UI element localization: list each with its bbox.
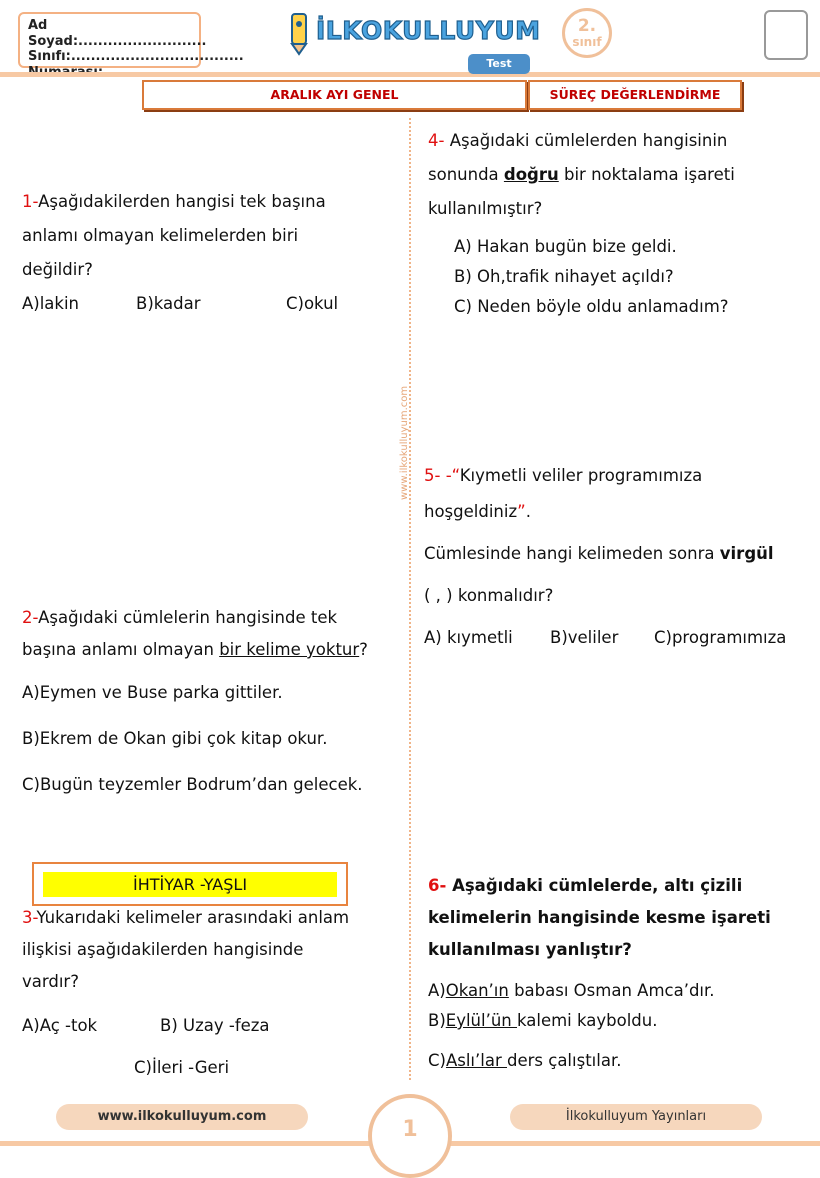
name-label: Ad Soyad:..........................: [28, 18, 207, 49]
watermark: www.ilkokulluyum.com: [399, 385, 410, 500]
question-3: [22, 902, 349, 1084]
q4-option-b[interactable]: B) Oh,trafik nihayet açıldı?: [454, 267, 674, 286]
q5-number: 5-: [424, 466, 441, 485]
q6-option-a[interactable]: A)Okan’ın babası Osman Amca’dır.: [428, 981, 715, 1000]
q3-line-1: Yukarıdaki kelimeler arasındaki anlam: [36, 908, 350, 927]
question-6: [428, 870, 771, 1076]
q1-number: 1-: [22, 192, 39, 211]
q5-line-3-bold: virgül: [719, 544, 774, 563]
question-4: [428, 124, 735, 322]
grade-number: 2.: [577, 16, 597, 36]
grade-badge: [562, 8, 612, 58]
q3-number: 3-: [22, 908, 37, 927]
q5-period: .: [525, 502, 531, 521]
q1-option-a[interactable]: A)lakin: [22, 294, 80, 313]
q1-option-b[interactable]: B)kadar: [136, 294, 201, 313]
q5-line-2: hoşgeldiniz: [424, 502, 518, 521]
q4-option-c[interactable]: C) Neden böyle oldu anlamadım?: [454, 297, 729, 316]
q4-line-3: kullanılmıştır?: [428, 199, 543, 218]
q4-line-2-post: bir noktalama işareti: [558, 165, 735, 184]
q2-number: 2-: [22, 608, 39, 627]
q1-line-1: Aşağıdakilerden hangisi tek başına: [38, 192, 326, 211]
q2-option-b[interactable]: B)Ekrem de Okan gibi çok kitap okur.: [22, 729, 328, 748]
q1-option-c[interactable]: C)okul: [286, 294, 339, 313]
q5-options: [424, 620, 787, 656]
question-1: [22, 185, 339, 321]
title-right: SÜREÇ DEĞERLENDİRME: [528, 80, 742, 110]
q3-word-box: [32, 862, 348, 906]
column-divider: [409, 118, 411, 1080]
q3-option-a[interactable]: A)Aç -tok: [22, 1016, 98, 1035]
q4-number: 4-: [428, 131, 445, 150]
q2-line-1: Aşağıdaki cümlelerin hangisinde tek: [38, 608, 338, 627]
title-left: ARALIK AYI GENEL: [142, 80, 527, 110]
q5-option-b[interactable]: B)veliler: [550, 628, 619, 647]
q6-line-2: kelimelerin hangisinde kesme işareti: [428, 908, 771, 927]
question-5: [424, 458, 787, 656]
q6-line-3: kullanılması yanlıştır?: [428, 940, 632, 959]
q5-line-4: ( , ) konmalıdır?: [424, 586, 554, 605]
q6-option-b[interactable]: B)Eylül’ün kalemi kayboldu.: [428, 1011, 658, 1030]
q5-dash-quote: -“: [440, 466, 460, 485]
logo-text: İLKOKULLUYUM: [316, 16, 541, 45]
test-badge: Test: [468, 54, 530, 74]
page-number: 1: [368, 1094, 452, 1178]
q2-line-2-post: ?: [359, 640, 368, 659]
q3-line-3: vardır?: [22, 972, 79, 991]
q3-options-row: [22, 1010, 349, 1044]
footer-site: www.ilkokulluyum.com: [56, 1104, 308, 1130]
q6-line-1: Aşağıdaki cümlelerde, altı çizili: [446, 876, 743, 895]
score-box: [764, 10, 808, 60]
q5-line-3-pre: Cümlesinde hangi kelimeden sonra: [424, 544, 720, 563]
footer-publisher: İlkokulluyum Yayınları: [510, 1104, 762, 1130]
q6-number: 6-: [428, 876, 447, 895]
question-2: [22, 602, 368, 804]
q5-line-1: Kıymetli veliler programımıza: [459, 466, 703, 485]
q2-option-c[interactable]: C)Bugün teyzemler Bodrum’dan gelecek.: [22, 775, 363, 794]
q5-option-c[interactable]: C)programımıza: [654, 628, 787, 647]
q2-line-2-pre: başına anlamı olmayan: [22, 640, 220, 659]
q6-option-c[interactable]: C)Aslı’lar ders çalıştılar.: [428, 1051, 622, 1070]
logo: [284, 8, 540, 58]
q3-option-c[interactable]: C)İleri -Geri: [134, 1058, 230, 1077]
q4-line-2-underlined: doğru: [503, 165, 559, 184]
student-info-box: [18, 12, 244, 68]
q3-line-2: ilişkisi aşağıdakilerden hangisinde: [22, 940, 304, 959]
q2-option-a[interactable]: A)Eymen ve Buse parka gittiler.: [22, 683, 283, 702]
pencil-icon: [284, 10, 314, 56]
q5-option-a[interactable]: A) kıymetli: [424, 628, 513, 647]
q1-options: [22, 287, 339, 321]
grade-word: sınıf: [572, 35, 602, 49]
q3-highlighted-words: İHTİYAR -YAŞLI: [43, 872, 337, 897]
q4-line-1: Aşağıdaki cümlelerden hangisinin: [444, 131, 728, 150]
q4-option-a[interactable]: A) Hakan bugün bize geldi.: [454, 237, 677, 256]
q1-line-2: anlamı olmayan kelimelerden biri: [22, 226, 299, 245]
q3-option-b[interactable]: B) Uzay -feza: [160, 1016, 270, 1035]
top-divider: [0, 72, 820, 77]
q4-line-2-pre: sonunda: [428, 165, 504, 184]
q1-line-3: değildir?: [22, 260, 93, 279]
q2-line-2-underlined: bir kelime yoktur: [219, 640, 360, 659]
q5-close-quote: ”: [517, 502, 526, 521]
class-label: Sınıfı:...................................: [28, 49, 244, 64]
